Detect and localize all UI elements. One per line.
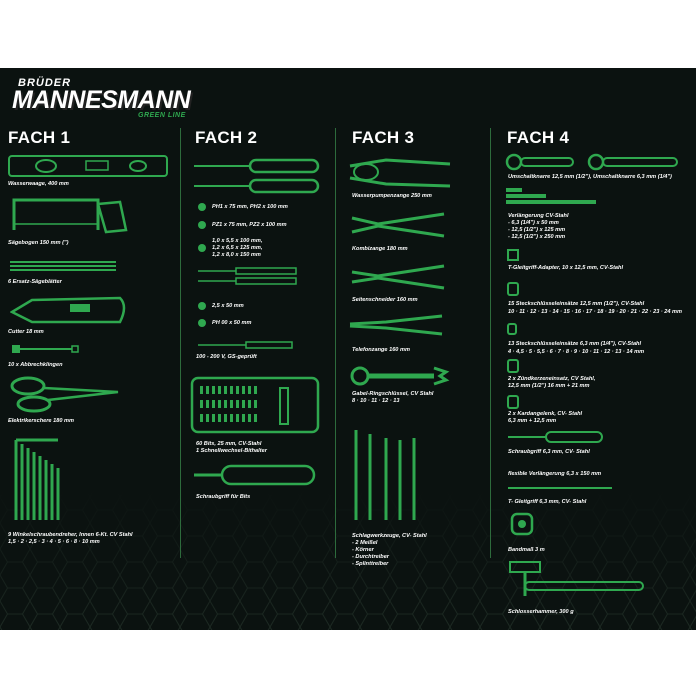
fach3-label: 8 · 10 · 11 · 12 · 13 <box>352 398 400 404</box>
fach2-label: 1 Schnellwechsel-Bithalter <box>196 448 267 454</box>
precision-screwdriver-icon <box>196 266 306 286</box>
fach4-label: 4 · 4,5 · 5 · 5,5 · 6 · 7 · 8 · 9 · 10 · 11 · 12 · 13 · 14 mm <box>508 349 645 355</box>
fach4-label: - 6,3 (1/4") x 50 mm <box>508 220 559 226</box>
tape-measure-icon <box>510 512 536 536</box>
ratchet-icon <box>504 152 684 172</box>
chisels-punches-icon <box>350 428 430 524</box>
fach4-label: T- Gleitgriff 6,3 mm, CV- Stahl <box>508 499 587 505</box>
small-socket-icon <box>506 322 518 336</box>
fach3-label: - Körner <box>352 547 374 553</box>
combination-pliers-icon <box>348 210 448 240</box>
brand-line3: GREEN LINE <box>138 112 186 119</box>
bit-driver-handle-icon <box>192 462 322 488</box>
fach4-label: - 12,5 (1/2") x 125 mm <box>508 227 566 233</box>
water-pump-pliers-icon <box>346 156 456 192</box>
hex-keys-icon <box>8 436 108 526</box>
fach3-label: Telefonzange 160 mm <box>352 347 410 353</box>
brand-line1: BRÜDER <box>18 77 72 89</box>
bit-box-icon <box>190 376 322 436</box>
divider <box>180 128 181 558</box>
screwdriver-icon <box>190 156 325 198</box>
socket-set-icon <box>506 281 520 297</box>
adapter-icon <box>506 248 520 262</box>
hacksaw-icon <box>10 194 130 236</box>
fach4-label: 12,5 mm (1/2") 16 mm + 21 mm <box>508 383 590 389</box>
fach4-label: T-Gleitgriff-Adapter, 10 x 12,5 mm, CV-Stahl <box>508 265 624 271</box>
spirit-level-icon <box>8 154 168 178</box>
scissors-icon <box>8 374 128 414</box>
fach4-label: 13 Steckschlüsseleinsätze 6,3 mm (1/4"), CV-Stahl <box>508 341 642 347</box>
fach4-title: FACH 4 <box>507 128 570 147</box>
fach4-label: 6,3 mm + 12,5 mm <box>508 418 557 424</box>
fach2-label: 1,2 x 6,5 x 125 mm, <box>212 245 263 251</box>
fach2-title: FACH 2 <box>195 128 258 147</box>
fach4-label: - 12,5 (1/2") x 250 mm <box>508 234 566 240</box>
fach3-title: FACH 3 <box>352 128 415 147</box>
fach2-label: 100 - 200 V, GS-geprüft <box>196 354 257 360</box>
pozidriv-bullet-icon <box>198 221 206 229</box>
slotted-bullet-icon <box>198 302 206 310</box>
fach4-label: Umschaltknarre 12,5 mm (1/2"), Umschaltknarre 6,3 mm (1/4") <box>508 174 672 180</box>
divider <box>335 128 336 558</box>
fach2-label: PH1 x 75 mm, PH2 x 100 mm <box>212 204 288 210</box>
fach3-label: Wasserpumpenzange 250 mm <box>352 193 432 199</box>
screwdriver-handle-icon <box>506 431 606 443</box>
slotted-bullet-icon <box>198 244 206 252</box>
fach1-label: Sägebogen 150 mm (") <box>8 240 69 246</box>
fach4-label: flexible Verlängerung 6,3 x 150 mm <box>508 471 602 477</box>
fach2-label: 60 Bits, 25 mm, CV-Stahl <box>196 441 262 447</box>
t-handle-icon <box>506 482 616 494</box>
fach1-label: Cutter 18 mm <box>8 329 44 335</box>
fach1-label: 9 Winkelschraubendreher, Innen 6-Kt. CV Stahl <box>8 532 133 538</box>
fach4-label: 2 x Zündkerzeneinsatz, CV Stahl, <box>508 376 596 382</box>
universal-joint-icon <box>506 394 520 410</box>
fach2-label: 1,0 x 5,5 x 100 mm, <box>212 238 263 244</box>
fach3-label: Kombizange 180 mm <box>352 246 408 252</box>
fach4-label: Bandmaß 3 m <box>508 547 545 553</box>
fach2-label: 2,5 x 50 mm <box>212 303 244 309</box>
fach3-label: - Durchtreiber <box>352 554 389 560</box>
spark-plug-socket-icon <box>506 358 520 374</box>
phillips-bullet-icon <box>198 319 206 327</box>
cutter-knife-icon <box>10 292 130 328</box>
fach3-label: Gabel-Ringschlüssel, CV Stahl <box>352 391 434 397</box>
side-cutters-icon <box>348 262 448 292</box>
fach1-label: 6 Ersatz-Sägeblätter <box>8 279 62 285</box>
fach1-title: FACH 1 <box>8 128 71 147</box>
divider <box>490 128 491 558</box>
fach2-label: Schraubgriff für Bits <box>196 494 251 500</box>
phillips-bullet-icon <box>198 203 206 211</box>
combination-wrench-icon <box>350 364 450 388</box>
saw-blades-icon <box>8 259 118 273</box>
hammer-icon <box>508 560 648 600</box>
extension-bars-icon <box>504 186 604 206</box>
telephone-pliers-icon <box>346 312 446 338</box>
fach1-label: Elektrikerschere 180 mm <box>8 418 74 424</box>
fach3-label: - Splinttreiber <box>352 561 389 567</box>
fach3-label: Schlagwerkzeuge, CV- Stahl <box>352 533 427 539</box>
fach4-label: 2 x Kardangelenk, CV- Stahl <box>508 411 583 417</box>
fach4-label: Schraubgriff 6,3 mm, CV- Stahl <box>508 449 590 455</box>
fach4-label: 10 · 11 · 12 · 13 · 14 · 15 · 16 · 17 · 18 · 19 · 20 · 21 · 22 · 23 · 24 mm <box>508 309 683 315</box>
fach4-label: Schlosserhammer, 300 g <box>508 609 574 615</box>
fach2-label: PZ1 x 75 mm, PZ2 x 100 mm <box>212 222 287 228</box>
fach1-label: 1,5 · 2 · 2,5 · 3 · 4 · 5 · 6 · 8 · 10 mm <box>8 539 100 545</box>
fach2-label: PH 00 x 50 mm <box>212 320 252 326</box>
fach4-label: 15 Steckschlüsseleinsätze 12,5 mm (1/2"), CV-Stahl <box>508 301 645 307</box>
fach4-label: Verlängerung CV-Stahl <box>508 213 569 219</box>
brand-logo: MANNESMANN <box>12 86 191 114</box>
fach3-label: - 2 Meißel <box>352 540 378 546</box>
fach1-label: 10 x Abbrechklingen <box>8 362 63 368</box>
snap-blades-icon <box>10 344 80 354</box>
fach3-label: Seitenschneider 160 mm <box>352 297 418 303</box>
voltage-tester-icon <box>196 340 296 350</box>
fach2-label: 1,2 x 8,0 x 150 mm <box>212 252 261 258</box>
fach1-label: Wasserwaage, 400 mm <box>8 181 69 187</box>
